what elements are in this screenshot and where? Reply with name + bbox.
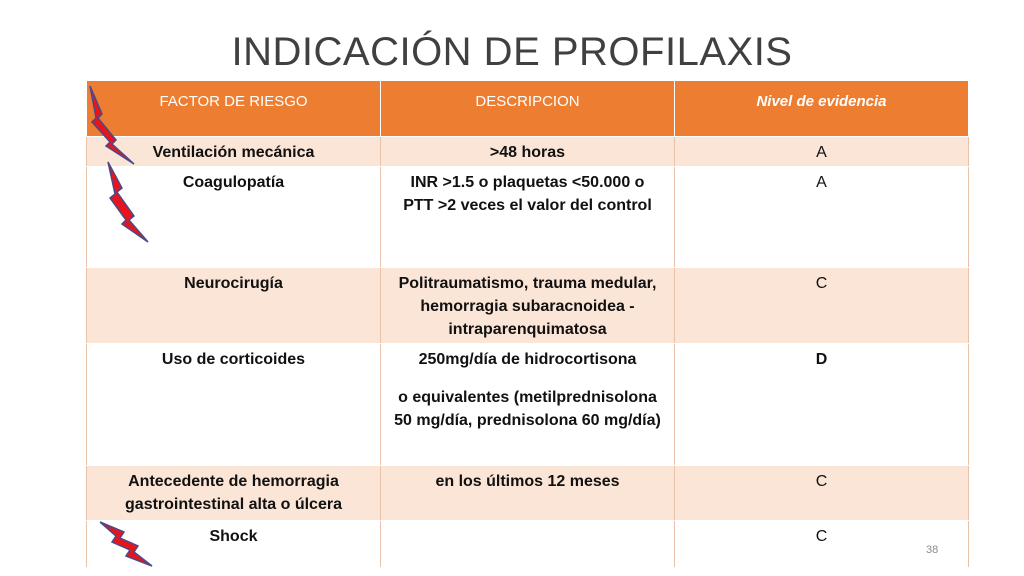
prophylaxis-table (86, 80, 969, 568)
lightning-bolt-icon (104, 160, 152, 244)
table-header-row (87, 81, 969, 137)
header-nivel: Nivel de evidencia (675, 81, 969, 137)
factor-cell: Shock (209, 528, 258, 545)
factor-cell: Neurocirugía (184, 275, 283, 292)
factor-cell: Antecedente de hemorragia gastrointestinal alta o úlcera (125, 473, 342, 513)
descripcion-cell: Politraumatismo, trauma medular, hemorragia subaracnoidea - intraparenquimatosa (398, 275, 657, 338)
table-row (87, 466, 969, 521)
descripcion-cell: en los últimos 12 meses (435, 473, 620, 490)
nivel-cell: C (815, 528, 828, 545)
header-descripcion: DESCRIPCION (381, 81, 675, 137)
table-row (87, 344, 969, 466)
nivel-cell: C (815, 275, 828, 292)
nivel-cell: A (816, 174, 827, 191)
table-row (87, 268, 969, 344)
factor-cell: Ventilación mecánica (152, 144, 315, 161)
factor-cell: Uso de corticoides (161, 351, 306, 368)
table-row (87, 167, 969, 268)
lightning-bolt-icon (86, 84, 138, 166)
descripcion-cell (381, 521, 674, 525)
nivel-cell: A (816, 144, 827, 161)
nivel-cell: D (815, 351, 828, 368)
descripcion-cell: >48 horas (489, 144, 566, 161)
slide-number: 38 (926, 544, 939, 556)
nivel-cell: C (815, 473, 828, 490)
factor-cell: Coagulopatía (182, 174, 285, 191)
table-row (87, 137, 969, 167)
header-factor: FACTOR DE RIESGO (87, 81, 381, 137)
descripcion-cell-line2: o equivalentes (metilprednisolona 50 mg/día, prednisolona 60 mg/día) (394, 389, 661, 429)
table-row (87, 521, 969, 568)
descripcion-cell: INR >1.5 o plaquetas <50.000 o PTT >2 veces el valor del control (403, 174, 652, 214)
slide-title: INDICACIÓN DE PROFILAXIS (231, 30, 793, 74)
lightning-bolt-icon (98, 518, 154, 568)
descripcion-cell-line1: 250mg/día de hidrocortisona (418, 351, 637, 368)
